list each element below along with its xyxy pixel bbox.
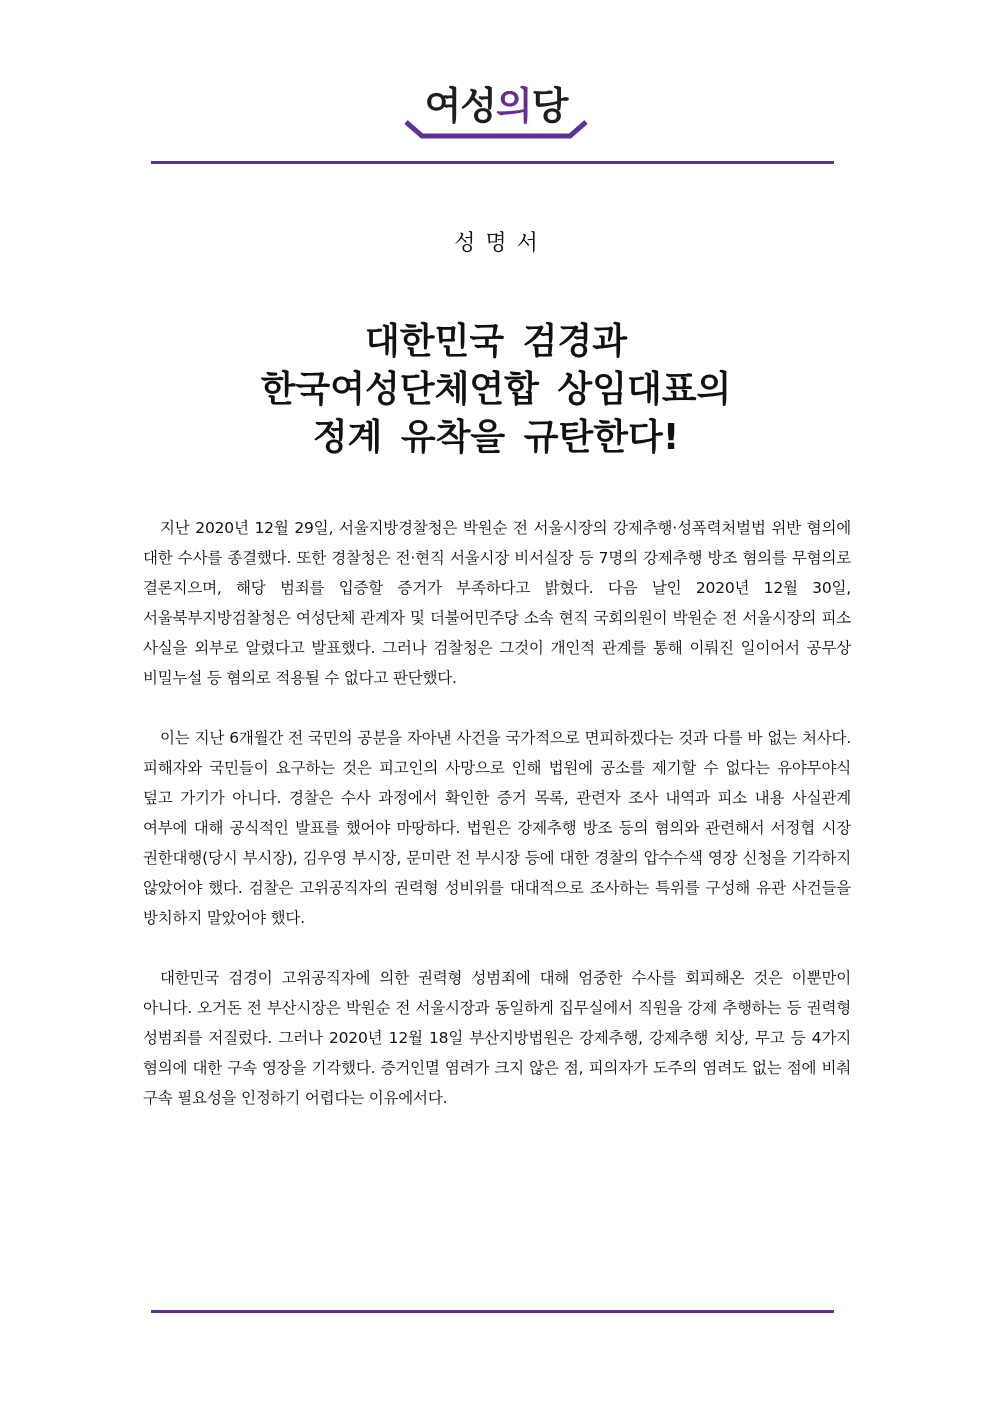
body-paragraph: 대한민국 검경이 고위공직자에 의한 권력형 성범죄에 대해 엄중한 수사를 회피해온 것은 이뿐만이 아니다. 오거돈 전 부산시장은 박원순 전 서울시장과 동일하게 집무실에서 직원을 강제 추행하는 등 권력형 성범죄를 저질렀다. 그러나 2020년 12월 18일 부산지방법원은 강제추행, 강제추행 치상, 무고 등 4가지 혐의에 대한 구속 영장을 기각했다. 증거인멸 염려가 크지 않은 점, 피의자가 도주의 염려도 없는 점에 비춰 구속 필요성을 인정하기 어렵다는 이유에서다. <box>143 969 852 1107</box>
party-logo <box>0 84 992 146</box>
footer-divider <box>151 1310 834 1313</box>
header-divider <box>151 161 834 164</box>
headline-line: 정계 유착을 규탄한다! <box>312 417 680 458</box>
logo-text-accent: 의 <box>495 84 532 128</box>
body-paragraph: 지난 2020년 12월 29일, 서울지방경찰청은 박원순 전 서울시장의 강제추행·성폭력처벌법 위반 혐의에 대한 수사를 종결했다. 또한 경찰청은 전·현직 서울시장 비서실장 등 7명의 강제추행 방조 혐의를 무혐의로 결론지으며, 해당 범죄를 입증할 증거가 부족하다고 밝혔다. 다음 날인 2020년 12월 30일, 서울북부지방검찰청은 여성단체 관계자 및 더불어민주당 소속 현직 국회의원이 박원순 전 서울시장의 피소 사실을 외부로 알렸다고 발표했다. 그러나 검찰청은 그것이 개인적 관계를 통해 이뤄진 일이어서 공무상 비밀누설 등 혐의로 적용될 수 없다고 판단했다. <box>143 519 851 687</box>
headline-line: 대한민국 검경과 <box>365 321 627 362</box>
statement-headline <box>100 318 892 462</box>
statement-body <box>143 513 851 1113</box>
logo-underline-icon <box>404 118 588 140</box>
document-type-title: 성명서 <box>454 231 548 256</box>
body-paragraph: 이는 지난 6개월간 전 국민의 공분을 자아낸 사건을 국가적으로 면피하겠다는 것과 다를 바 없는 처사다. 피해자와 국민들이 요구하는 것은 피고인의 사망으로 인해 법원에 공소를 제기할 수 없다는 유야무야식 덮고 가기가 아니다. 경찰은 수사 과정에서 확인한 증거 목록, 관련자 조사 내역과 피소 내용 사실관계 여부에 대해 공식적인 발표를 했어야 마땅하다. 법원은 강제추행 방조 등의 혐의와 관련해서 서정협 시장 권한대행(당시 부시장), 김우영 부시장, 문미란 전 부시장 등에 대한 경찰의 압수수색 영장 신청을 기각하지 않았어야 했다. 검찰은 고위공직자의 권력형 성비위를 대대적으로 조사하는 특위를 구성해 유관 사건들을 방치하지 말았어야 했다. <box>143 729 851 927</box>
logo-text-part2: 당 <box>531 84 568 128</box>
headline-line: 한국여성단체연합 상임대표의 <box>260 369 732 410</box>
logo-text-part1: 여성 <box>424 84 496 128</box>
